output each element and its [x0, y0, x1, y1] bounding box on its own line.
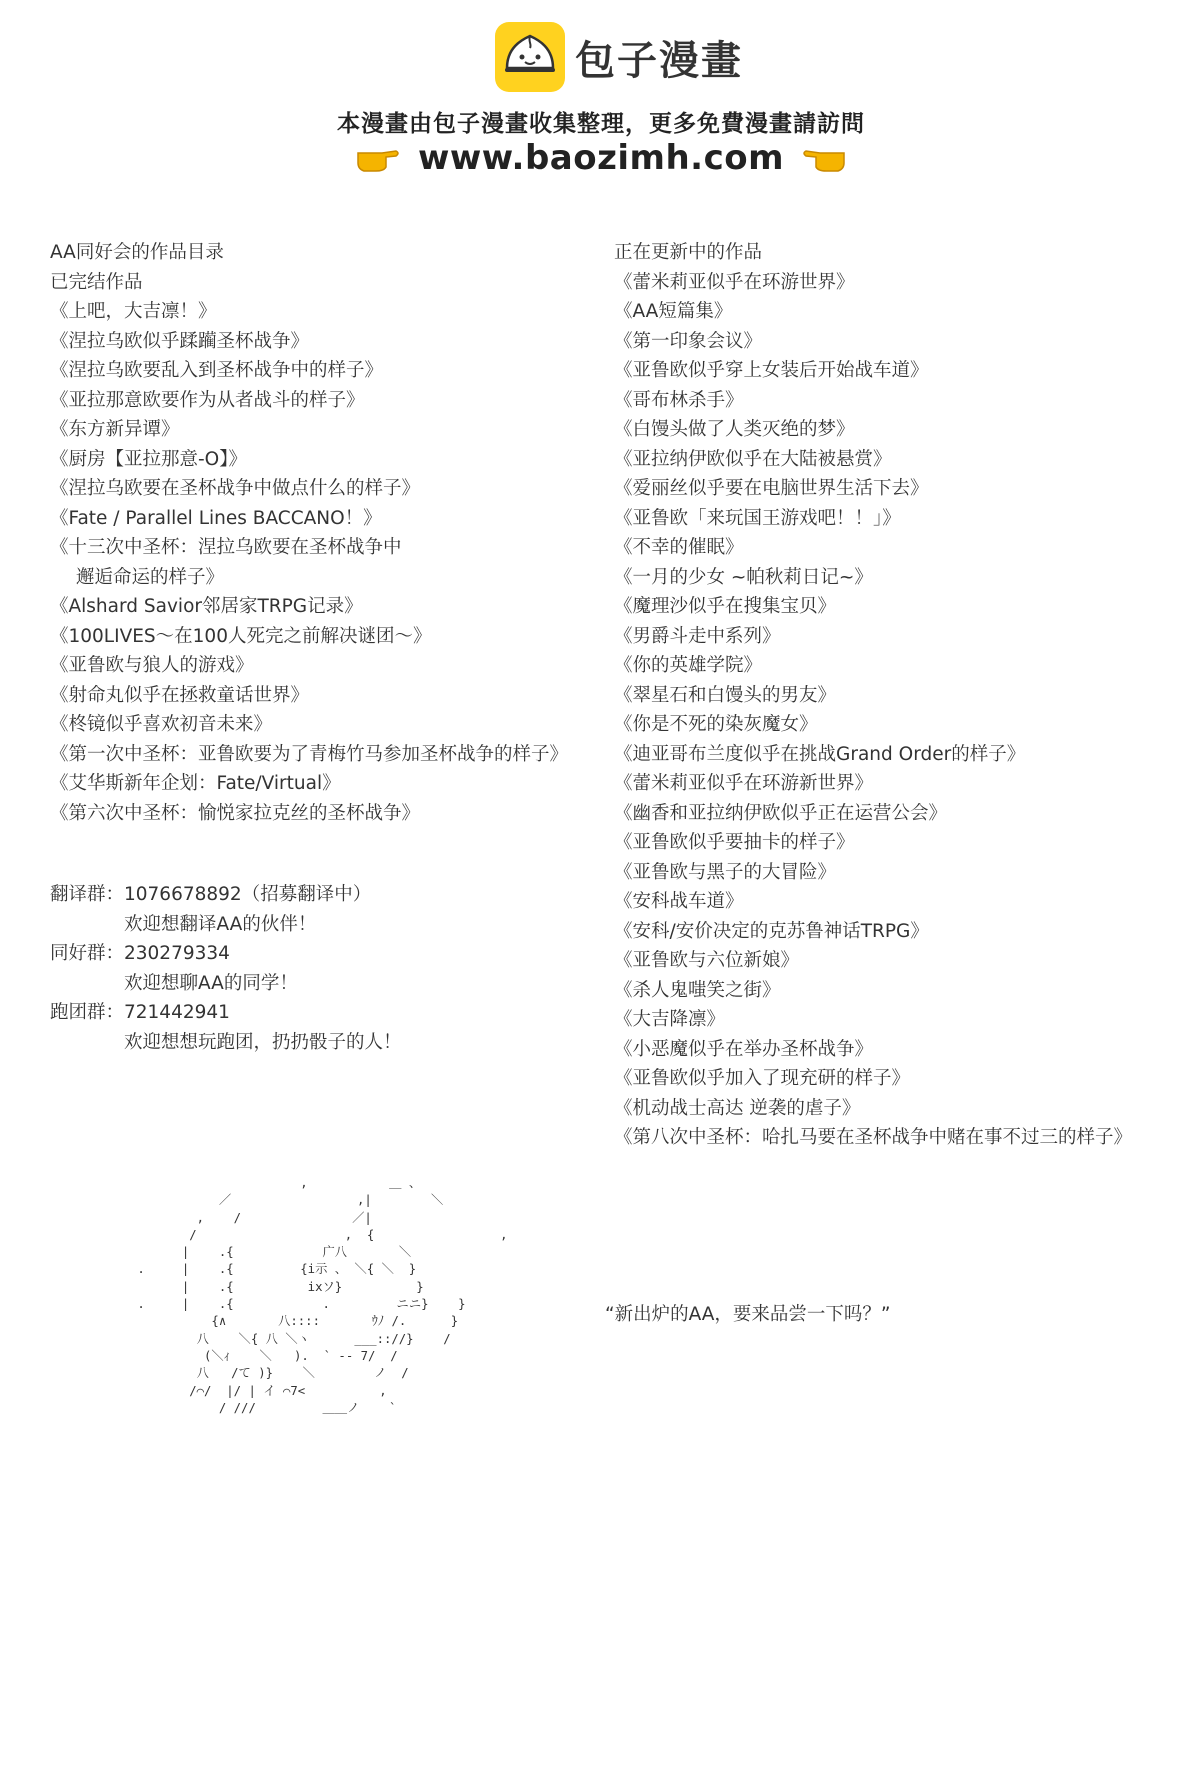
list-item: 《幽香和亚拉纳伊欧似乎正在运营公会》 [614, 802, 948, 824]
list-item: 《东方新异谭》 [50, 419, 180, 440]
brand [495, 22, 743, 92]
list-item: 《蕾米莉亚似乎在环游世界》 [614, 271, 855, 293]
group-note: 欢迎想翻译AA的伙伴！ [124, 913, 317, 935]
list-item: 《翠星石和白馒头的男友》 [614, 684, 837, 706]
list-item: 《大吉降凛》 [614, 1009, 726, 1030]
tagline: 本漫畫由包子漫畫收集整理，更多免費漫畫請訪問 [337, 111, 865, 137]
group-row-trpg [50, 998, 402, 1028]
ongoing-works-list [614, 238, 1132, 1153]
url-row [0, 138, 1202, 178]
list-item: 《哥布林杀手》 [614, 389, 744, 411]
list-item: 《你是不死的染灰魔女》 [614, 714, 818, 735]
list-item: 《艾华斯新年企划：Fate/Virtual》 [50, 773, 341, 794]
list-item: 《不幸的催眠》 [614, 537, 744, 558]
list-item: 《男爵斗走中系列》 [614, 625, 781, 647]
group-label: 跑团群： [50, 1002, 125, 1023]
group-note: 欢迎想想玩跑团，扔扔骰子的人！ [124, 1031, 402, 1053]
ascii-art-illustration [130, 1175, 1070, 1745]
list-item: 《机动战士高达 逆袭的虐子》 [614, 1097, 861, 1119]
list-item: 《射命丸似乎在拯救童话世界》 [50, 684, 310, 706]
ongoing-heading: 正在更新中的作品 [614, 242, 763, 263]
list-item: 《涅拉乌欧要乱入到圣杯战争中的样子》 [50, 360, 384, 381]
list-item: 《AA短篇集》 [614, 301, 733, 322]
group-label: 同好群： [50, 943, 125, 964]
list-item: 《亚拉纳伊欧似乎在大陆被悬赏》 [614, 448, 892, 470]
group-note: 欢迎想聊AA的同学！ [124, 972, 298, 994]
list-item: 《魔理沙似乎在搜集宝贝》 [614, 596, 837, 617]
list-item: 《100LIVES～在100人死完之前解决谜团～》 [50, 625, 432, 647]
group-number: 721442941 [124, 1002, 230, 1023]
group-row-translation [50, 880, 402, 910]
list-item: 《亚鲁欧与黑子的大冒险》 [614, 861, 837, 883]
group-row-fans [50, 939, 402, 969]
list-item: 《亚鲁欧似乎穿上女装后开始战车道》 [614, 360, 929, 381]
list-item: 《上吧，大吉凛！》 [50, 301, 217, 322]
catalog-heading: AA同好会的作品目录 [50, 242, 224, 263]
list-item: 《Alshard Savior邻居家TRPG记录》 [50, 596, 363, 617]
list-item: 《安科战车道》 [614, 891, 744, 912]
list-item: 《安科/安价决定的克苏鲁神话TRPG》 [614, 920, 929, 942]
ascii-art: , ＿ 、 ／ ,| ＼ , / ／| / , { , | .{ 广八 ＼ . | .{ {i示 、 ＼{ ＼ } | .{ ixソ} } . | .{ . ニニ} } {∧ 八:::: ｳﾉ /. } 八 ＼{ 八 ＼ヽ ___:://} / (＼ｨ ＼ ). ` -- 7/ / 八 /て )} ＼ ノ / /⌒/ |/ | イ ⌒7< , / /// ＿＿ノ ` [137, 1176, 508, 1415]
pointing-hand-right-icon [356, 143, 400, 173]
list-item: 《第一印象会议》 [614, 330, 763, 352]
group-number: 230279334 [124, 943, 230, 964]
list-item: 《杀人鬼嗤笑之街》 [614, 979, 781, 1001]
list-item: 《第六次中圣杯：愉悦家拉克丝的圣杯战争》 [50, 802, 421, 824]
list-item: 《爱丽丝似乎要在电脑世界生活下去》 [614, 478, 929, 499]
list-item: 《亚鲁欧与狼人的游戏》 [50, 655, 254, 676]
list-item: 《一月的少女 ~帕秋莉日记~》 [614, 566, 873, 588]
list-item: 《蕾米莉亚似乎在环游新世界》 [614, 773, 874, 794]
list-item: 《涅拉乌欧要在圣杯战争中做点什么的样子》 [50, 478, 421, 499]
list-item: 《Fate / Parallel Lines BACCANO！》 [50, 507, 382, 529]
list-item: 《涅拉乌欧似乎蹂躏圣杯战争》 [50, 330, 310, 352]
site-url-link[interactable]: www.baozimh.com [417, 138, 785, 178]
pointing-hand-left-icon [802, 143, 846, 173]
group-number: 1076678892（招募翻译中） [124, 884, 372, 905]
list-item: 《亚鲁欧与六位新娘》 [614, 950, 800, 971]
list-item: 《第八次中圣杯：哈扎马要在圣杯战争中赌在事不过三的样子》 [614, 1127, 1133, 1148]
group-label: 翻译群： [50, 884, 125, 905]
list-item: 《你的英雄学院》 [614, 655, 763, 676]
speech-quote: “新出炉的AA，要来品尝一下吗？” [605, 1304, 891, 1325]
list-item: 《亚鲁欧似乎加入了现充研的样子》 [614, 1068, 911, 1089]
list-item: 《亚鲁欧「来玩国王游戏吧！！」》 [614, 507, 901, 529]
completed-works-list [50, 238, 568, 828]
brand-name: 包子漫畫 [575, 37, 743, 84]
list-item: 《柊镜似乎喜欢初音未来》 [50, 714, 273, 735]
list-item-continuation: 邂逅命运的样子》 [76, 566, 225, 588]
list-item: 《亚拉那意欧要作为从者战斗的样子》 [50, 389, 365, 411]
list-item: 《白馒头做了人类灭绝的梦》 [614, 419, 855, 440]
baozi-logo-icon [495, 22, 565, 92]
list-item: 《小恶魔似乎在举办圣杯战争》 [614, 1038, 874, 1060]
list-item: 《亚鲁欧似乎要抽卡的样子》 [614, 832, 855, 853]
list-item: 《十三次中圣杯：涅拉乌欧要在圣杯战争中 [50, 537, 402, 558]
group-info [50, 880, 402, 1057]
list-item: 《迪亚哥布兰度似乎在挑战Grand Order的样子》 [614, 743, 1026, 765]
list-item: 《厨房【亚拉那意-O】》 [50, 448, 247, 470]
list-item: 《第一次中圣杯：亚鲁欧要为了青梅竹马参加圣杯战争的样子》 [50, 743, 569, 765]
completed-heading: 已完结作品 [50, 271, 143, 293]
